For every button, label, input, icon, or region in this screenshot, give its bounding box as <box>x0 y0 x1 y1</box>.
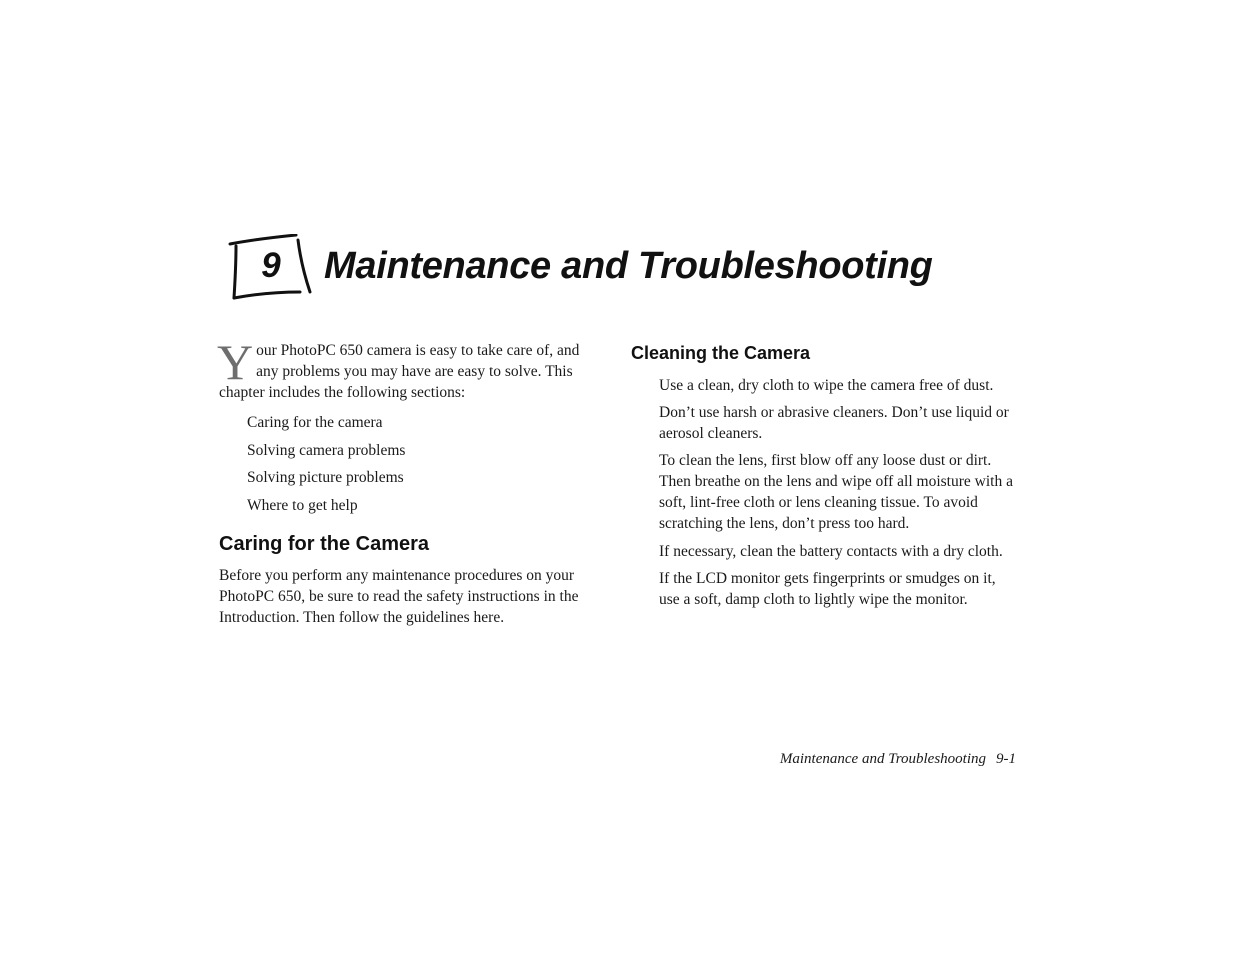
list-item: Solving picture problems <box>247 469 404 486</box>
drop-cap: Y <box>217 334 254 390</box>
caring-heading: Caring for the Camera <box>219 533 430 555</box>
page-number: 9-1 <box>996 751 1016 767</box>
list-item: Solving camera problems <box>247 441 406 459</box>
chapter-number: 9 <box>261 246 281 285</box>
cleaning-paragraph: Use a clean, dry cloth to wipe the camera free of dust. <box>659 377 994 394</box>
sections-list <box>247 412 405 522</box>
caring-body: Before you perform any maintenance procedures on your PhotoPC 650, be sure to read the safety instructions in the Introduction. Then follow the guidelines here. <box>219 567 579 626</box>
intro-text: our PhotoPC 650 camera is easy to take care of, and any problems you may have are easy to solve. This chapter includes the following sections: <box>219 342 580 401</box>
cleaning-paragraph: Don’t use harsh or abrasive cleaners. Don’t use liquid or aerosol cleaners. <box>659 404 1009 442</box>
list-item: Caring for the camera <box>247 414 383 431</box>
cleaning-paragraph: If necessary, clean the battery contacts with a dry cloth. <box>659 543 1003 560</box>
footer-title: Maintenance and Troubleshooting <box>779 751 986 767</box>
list-item: Where to get help <box>247 496 358 514</box>
intro-paragraph <box>217 334 597 403</box>
page-footer <box>780 749 1016 769</box>
cleaning-paragraph: To clean the lens, first blow off any loose dust or dirt. Then breathe on the lens and wipe off all moisture with a soft, lint-free cloth or lens cleaning tissue. To avoid scratching the lens, don’t press too hard. <box>659 452 1013 532</box>
cleaning-heading: Cleaning the Camera <box>631 343 811 363</box>
chapter-title: Maintenance and Troubleshooting <box>324 245 933 287</box>
cleaning-paragraph: If the LCD monitor gets fingerprints or smudges on it, use a soft, damp cloth to lightly wipe the monitor. <box>659 570 996 608</box>
